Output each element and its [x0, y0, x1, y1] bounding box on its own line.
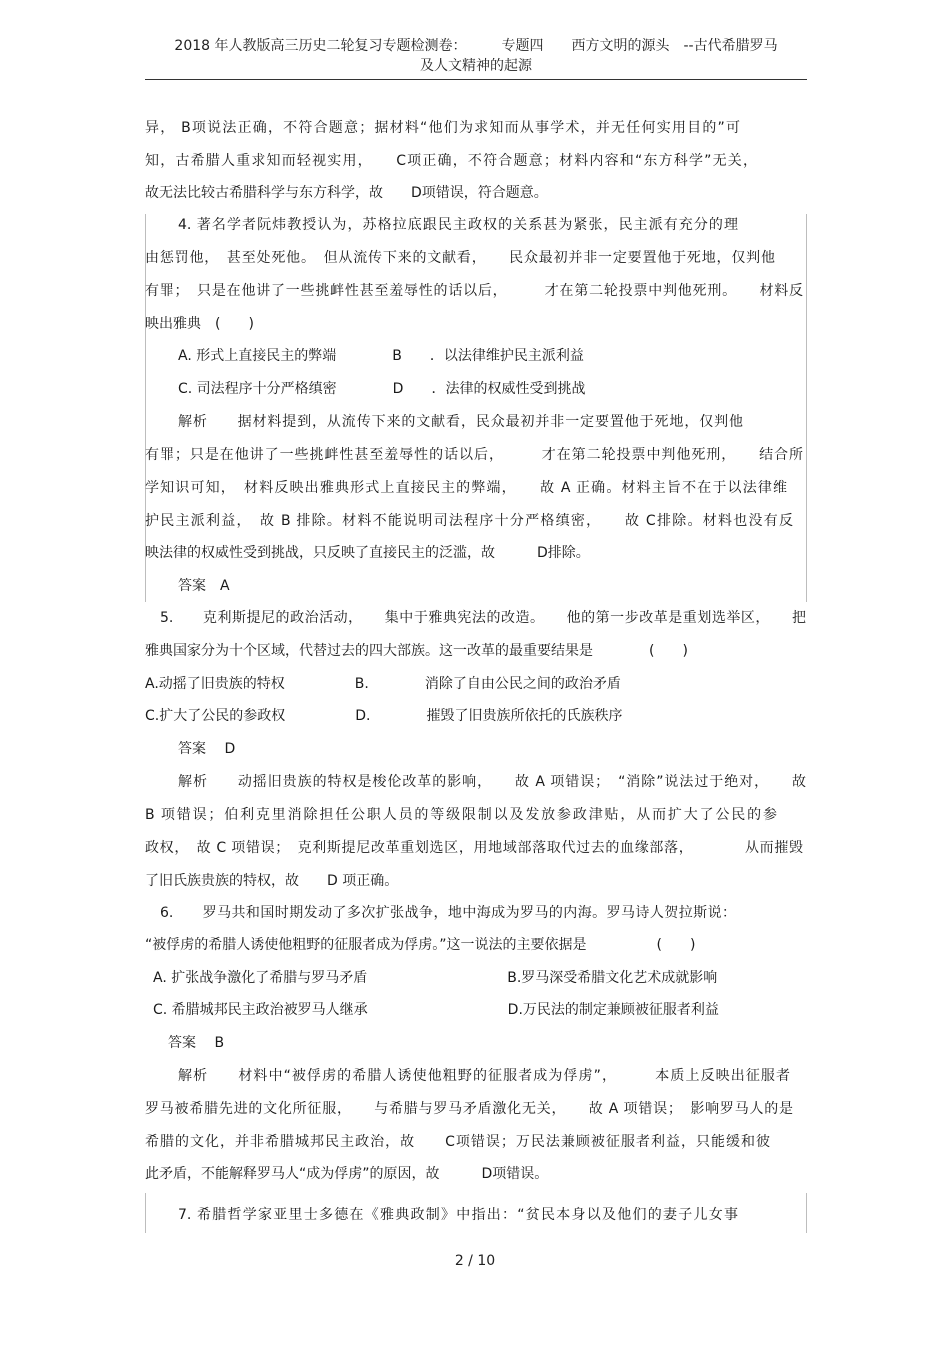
body-line: 罗马被希腊先进的文化所征服， 与希腊与罗马矛盾激化无关， 故 A 项错误； 影响罗马人的是 — [145, 1101, 793, 1117]
body-line: 异， B项说法正确，不符合题意；据材料“他们为求知而从事学术，并无任何实用目的”可 — [145, 120, 740, 136]
body-line: 由惩罚他， 甚至处死他。 但从流传下来的文献看， 民众最初并非一定要置他于死地，仅判他 — [145, 250, 775, 266]
header-rule — [145, 79, 807, 80]
body-line: B 项错误；伯利克里消除担任公职人员的等级限制以及发放参政津贴，从而扩大了公民的参 — [145, 807, 777, 823]
question-7-right-rule — [806, 1193, 807, 1233]
body-line: 解析 材料中“被俘虏的希腊人诱使他粗野的征服者成为俘虏”， 本质上反映出征服者 — [178, 1068, 790, 1084]
body-line: 故无法比较古希腊科学与东方科学，故 D项错误，符合题意。 — [145, 185, 548, 201]
body-line: 学知识可知， 材料反映出雅典形式上直接民主的弊端， 故 A 正确。材料主旨不在于以法律维 — [145, 480, 787, 496]
answer-line: 答案 A — [178, 578, 230, 594]
option-line: A. 形式上直接民主的弊端 B ．以法律维护民主派利益 — [178, 348, 584, 364]
option-line: C. 司法程序十分严格缜密 D ．法律的权威性受到挑战 — [178, 381, 586, 397]
body-line: 有罪； 只是在他讲了一些挑衅性甚至羞辱性的话以后， 才在第二轮投票中判他死刑。 材料反 — [145, 283, 803, 299]
question-7-left-rule — [145, 1193, 146, 1233]
body-line: 此矛盾，不能解释罗马人“成为俘虏”的原因，故 D项错误。 — [145, 1166, 549, 1182]
body-line: 雅典国家分为十个区域，代替过去的四大部族。这一改革的最重要结果是 ( ) — [145, 643, 688, 659]
page-number: 2 / 10 — [454, 1253, 496, 1269]
answer-line: 答案 B — [168, 1035, 225, 1051]
page-header — [145, 36, 807, 76]
option-line: C. 希腊城邦民主政治被罗马人继承 D.万民法的制定兼顾被征服者利益 — [153, 1002, 719, 1018]
body-line: 知，古希腊人重求知而轻视实用， C项正确，不符合题意；材料内容和“东方科学”无关， — [145, 153, 757, 169]
body-line: 希腊的文化，并非希腊城邦民主政治，故 C项错误；万民法兼顾被征服者利益，只能缓和彼 — [145, 1134, 770, 1150]
body-line: 政权， 故 C 项错误； 克利斯提尼改革重划选区，用地域部落取代过去的血缘部落， 从而摧毁 — [145, 840, 803, 856]
body-line: 7. 希腊哲学家亚里士多德在《雅典政制》中指出：“贫民本身以及他们的妻子儿女事 — [178, 1207, 738, 1223]
header-title-line-2: 及人文精神的起源 — [420, 58, 532, 74]
body-line: “被俘虏的希腊人诱使他粗野的征服者成为俘虏。”这一说法的主要依据是 ( ) — [145, 937, 696, 953]
body-line: 护民主派利益， 故 B 排除。材料不能说明司法程序十分严格缜密， 故 C排除。材料也没有反 — [145, 513, 793, 529]
body-line: 映出雅典 ( ) — [145, 316, 254, 332]
answer-line: 答案 D — [178, 741, 236, 757]
header-title-line-1: 2018 年人教版高三历史二轮复习专题检测卷： 专题四 西方文明的源头 --古代希腊罗马 — [174, 38, 778, 54]
question-4-right-rule — [806, 214, 807, 602]
body-line: 6. 罗马共和国时期发动了多次扩张战争，地中海成为罗马的内海。罗马诗人贺拉斯说： — [160, 905, 736, 921]
option-line: C.扩大了公民的参政权 D. 摧毁了旧贵族所依托的氏族秩序 — [145, 708, 623, 724]
body-line: 解析 据材料提到，从流传下来的文献看，民众最初并非一定要置他于死地，仅判他 — [178, 414, 743, 430]
body-line: 解析 动摇旧贵族的特权是梭伦改革的影响， 故 A 项错误； “消除”说法过于绝对， 故 — [178, 774, 806, 790]
body-line: 有罪；只是在他讲了一些挑衅性甚至羞辱性的话以后， 才在第二轮投票中判他死刑， 结合所 — [145, 447, 803, 463]
option-line: A.动摇了旧贵族的特权 B. 消除了自由公民之间的政治矛盾 — [145, 676, 621, 692]
body-line: 4. 著名学者阮炜教授认为，苏格拉底跟民主政权的关系甚为紧张，民主派有充分的理 — [178, 217, 738, 233]
body-line: 映法律的权威性受到挑战，只反映了直接民主的泛滥，故 D排除。 — [145, 545, 590, 561]
body-line: 了旧氏族贵族的特权，故 D 项正确。 — [145, 873, 399, 889]
body-line: 5. 克利斯提尼的政治活动， 集中于雅典宪法的改造。 他的第一步改革是重划选举区， 把 — [160, 610, 806, 626]
option-line: A. 扩张战争激化了希腊与罗马矛盾 B.罗马深受希腊文化艺术成就影响 — [153, 970, 718, 986]
